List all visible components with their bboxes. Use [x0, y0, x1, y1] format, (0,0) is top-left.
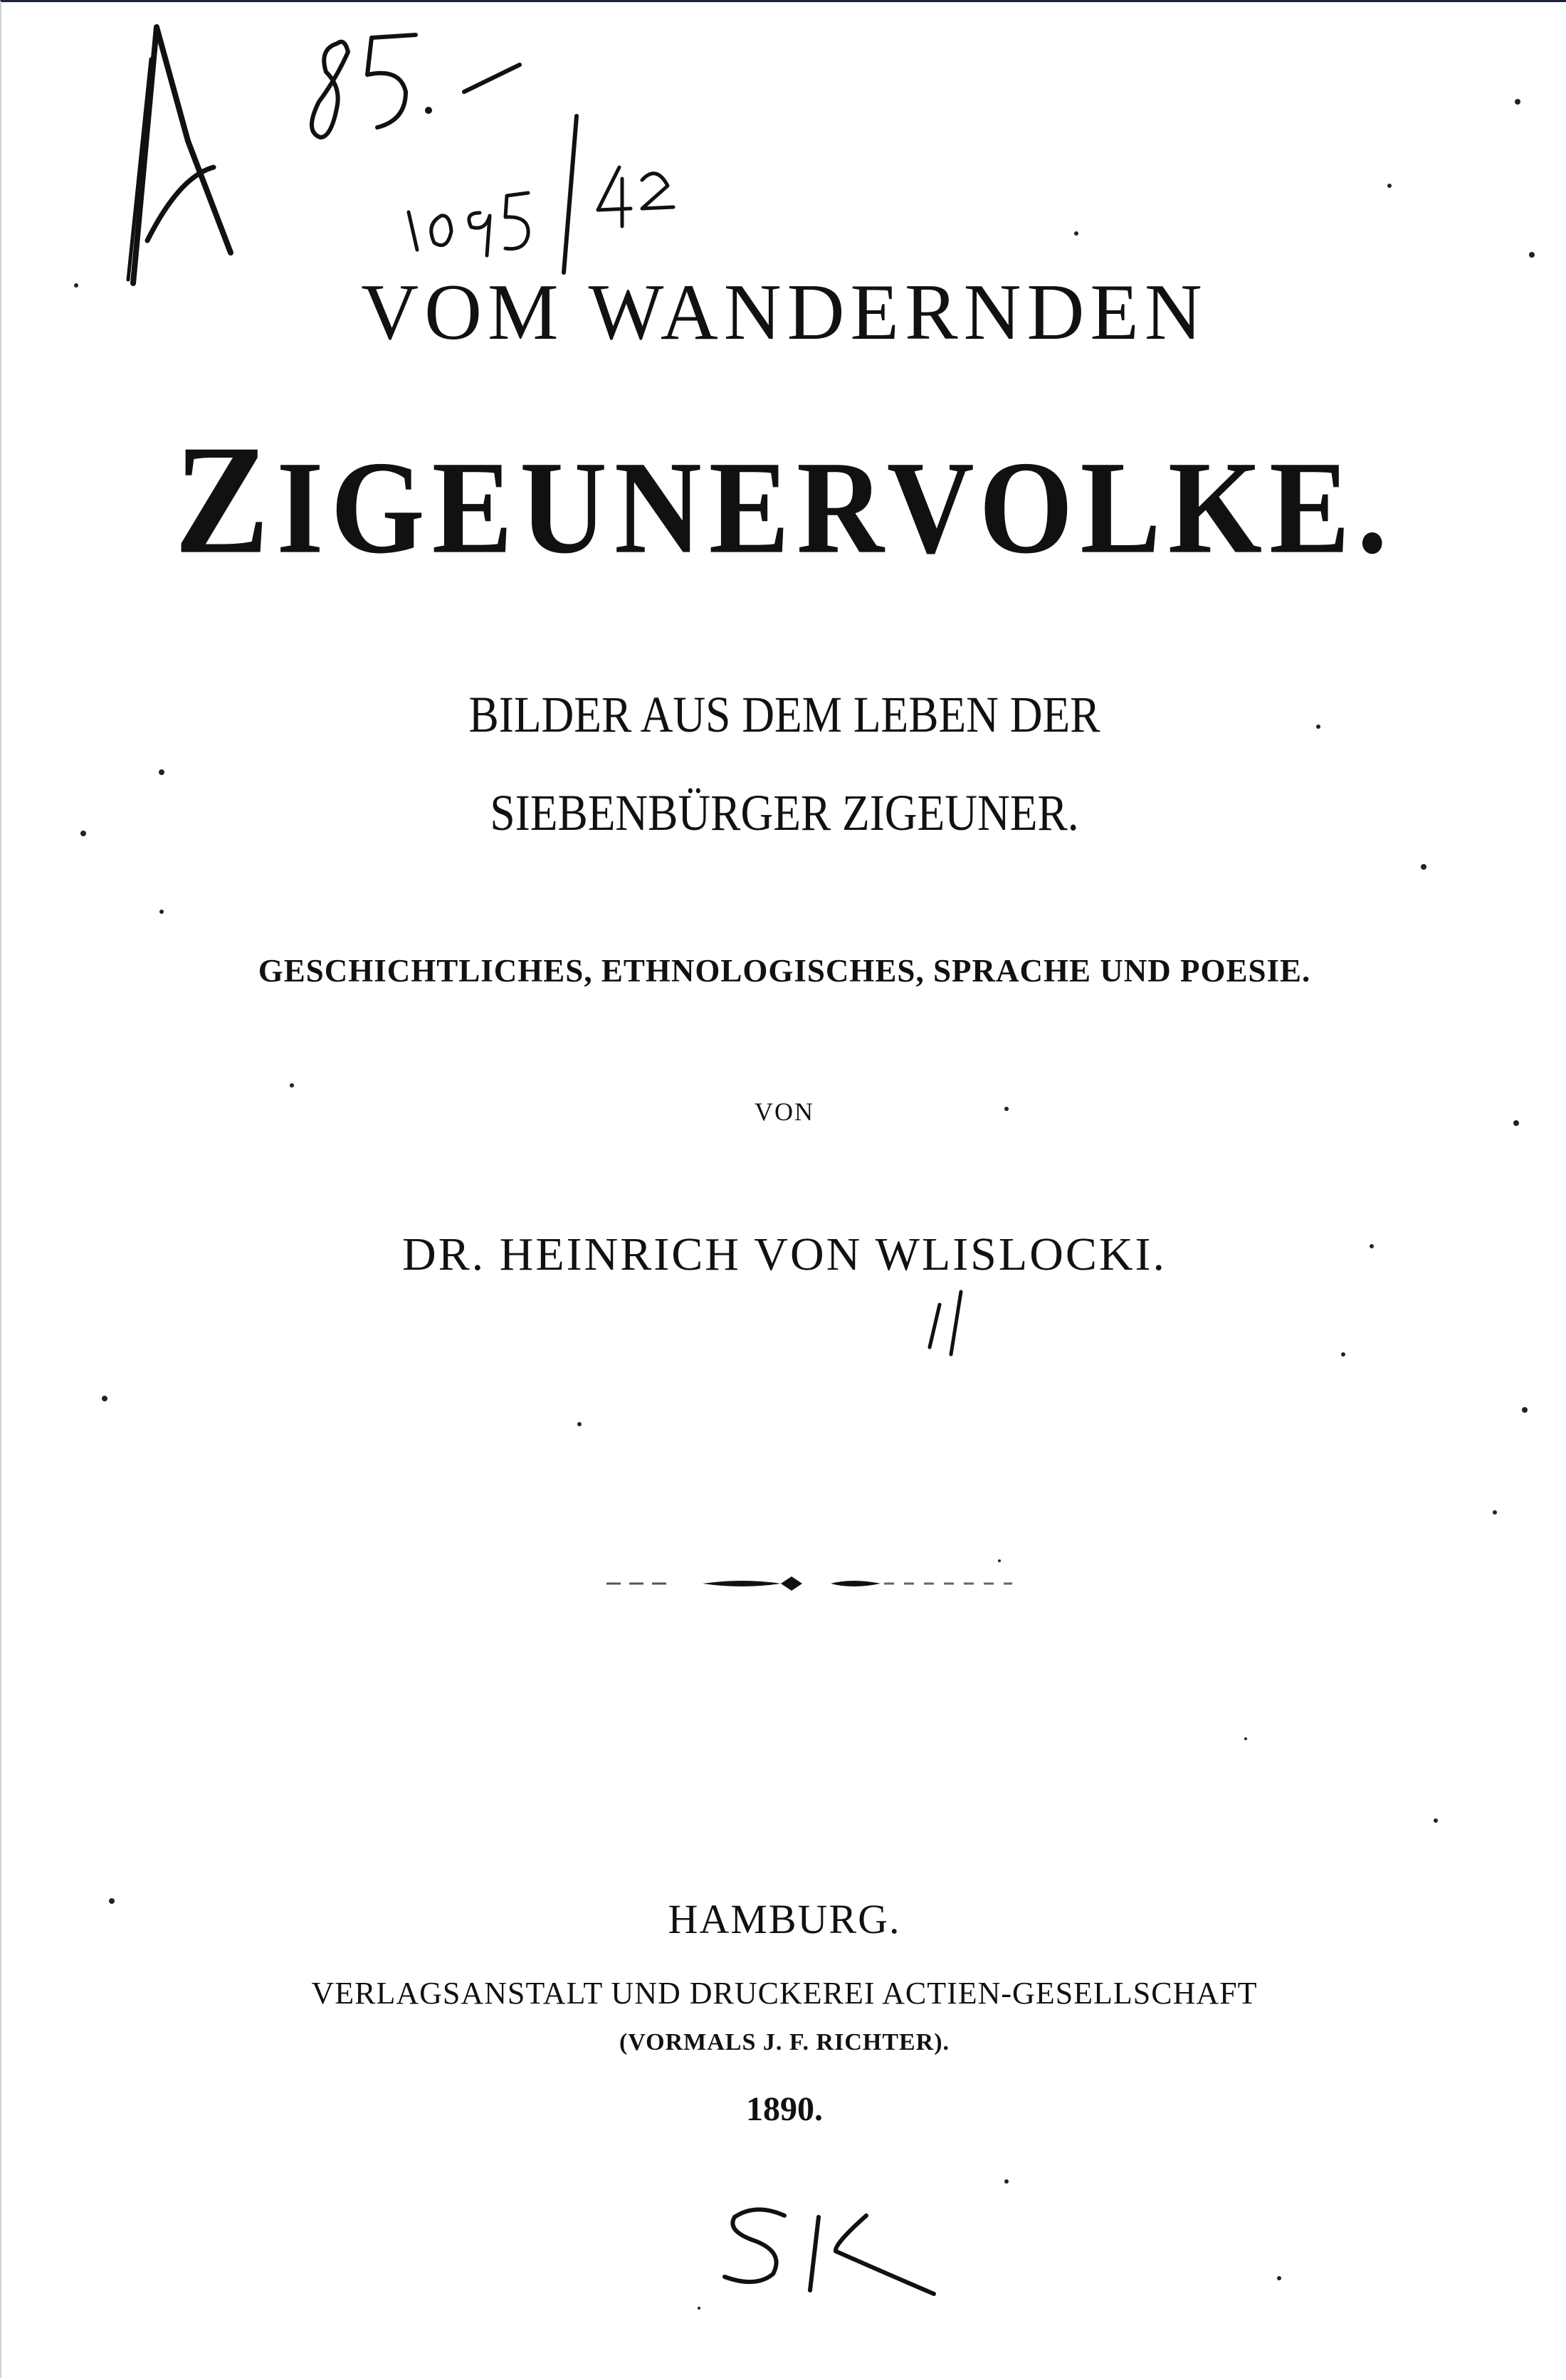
by-label: VON	[755, 1097, 814, 1126]
author-name: DR. HEINRICH VON WLISLOCKI.	[401, 1228, 1167, 1280]
publisher-note: (VORMALS J. F. RICHTER).	[619, 2029, 950, 2055]
topics-line: GESCHICHTLICHES, ETHNOLOGISCHES, SPRACHE UND POESIE.	[258, 953, 1311, 989]
title-rest: IGEUNERVOLKE.	[276, 433, 1394, 581]
handwritten-annotations	[128, 27, 961, 2294]
title-line-1: VOM WANDERNDEN	[361, 268, 1208, 357]
ornament-rule	[606, 1576, 1012, 1591]
title-initial: Z	[174, 413, 277, 587]
publication-year: 1890.	[746, 2090, 823, 2128]
subtitle-line-2: SIEBENBÜRGER ZIGEUNER.	[490, 784, 1079, 841]
publisher-name: VERLAGSANSTALT UND DRUCKEREI ACTIEN-GESELLSCHAFT	[311, 1976, 1258, 2011]
ornament-and-specks	[1, 2, 1566, 2380]
publication-place: HAMBURG.	[668, 1896, 901, 1942]
subtitle-line-1: BILDER AUS DEM LEBEN DER	[468, 686, 1100, 743]
